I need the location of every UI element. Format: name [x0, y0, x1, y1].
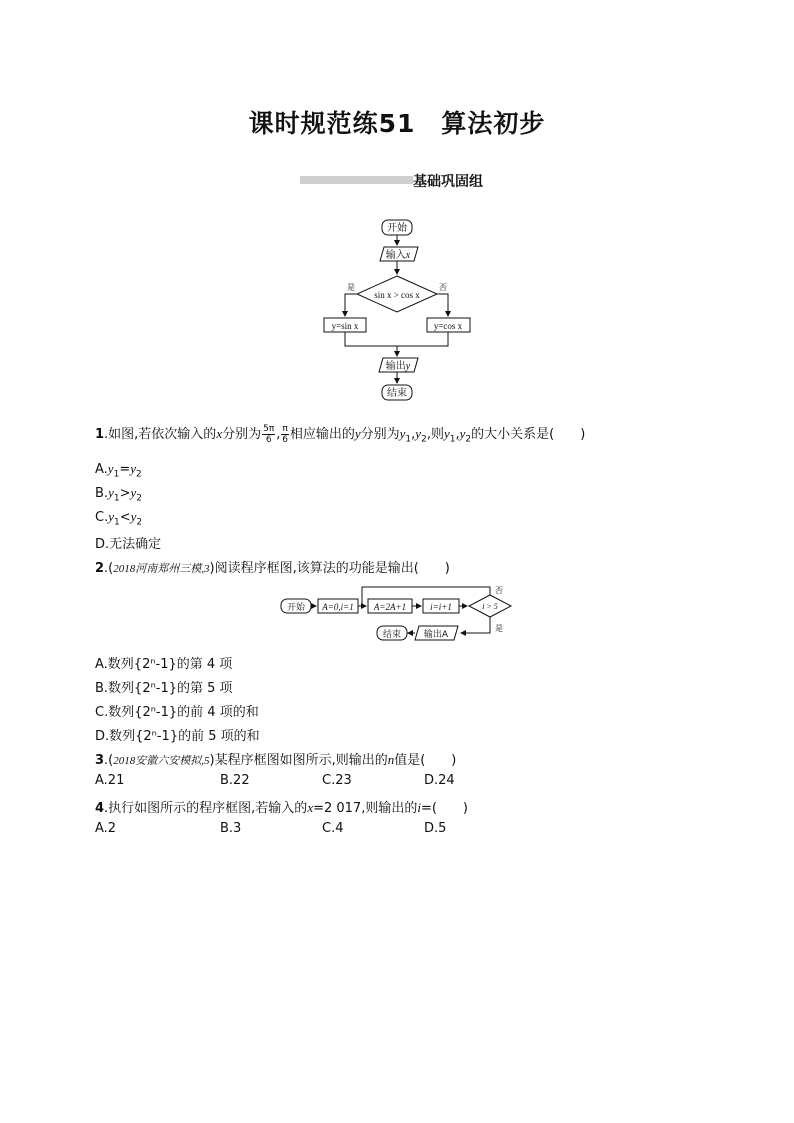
q2-option-b: B.数列{2ⁿ-1}的第 5 项	[95, 681, 233, 696]
q1-p1: .如图,若依次输入的	[104, 427, 217, 442]
flowchart-2	[278, 582, 518, 644]
fc2-end: 结束	[382, 630, 402, 640]
q1-option-a: $A.y_1=y_2$	[95, 461, 142, 480]
fc1-cond: sin x > cos x	[374, 290, 420, 300]
fc2-no: 否	[495, 586, 503, 595]
fc2-output: 输出A	[423, 630, 449, 640]
q4-option-b: B.3	[220, 821, 242, 836]
svg-text:输入x	[386, 248, 411, 261]
fc2-start: 开始	[286, 603, 306, 613]
section-bar	[300, 176, 413, 184]
fc1-yes: 是	[347, 283, 355, 292]
q1-p3: 相应输出的	[289, 427, 355, 442]
q1-p4: 分别为	[360, 427, 400, 442]
fc2-inc: i=i+1	[430, 602, 452, 612]
q1-p6: 的大小关系是( )	[471, 427, 586, 442]
svg-text:输出y	[386, 359, 411, 372]
q2-option-d: D.数列{2ⁿ-1}的前 5 项的和	[95, 729, 260, 744]
q3-option-b: B.22	[220, 773, 250, 788]
q4-option-c: C.4	[322, 821, 344, 836]
q1-option-c: $C.y_1<y_2$	[95, 509, 143, 528]
fc1-left: y=sin x	[331, 321, 359, 331]
q3-option-d: D.24	[424, 773, 455, 788]
q2-num: 2	[95, 561, 105, 576]
q1-option-b: $B.y_1>y_2$	[95, 485, 142, 504]
q1-p2: 分别为	[222, 427, 262, 442]
q4-option-d: D.5	[424, 821, 447, 836]
q1-y: y	[354, 426, 361, 441]
q3-option-c: C.23	[322, 773, 352, 788]
q4-num: 4	[95, 801, 105, 816]
fc2-yes: 是	[495, 624, 503, 633]
fc1-output-var: y	[405, 361, 411, 372]
q3-stem: 3.(2018安徽六安模拟,5)某程序框图如图所示,则输出的n值是( )	[95, 752, 457, 768]
fc1-input: 输入	[385, 250, 406, 261]
q1-frac-2: $\frac{\pi}{6}$	[282, 424, 288, 445]
q3-option-a: A.21	[95, 773, 125, 788]
q1-frac-1: $\frac{5\pi}{6}$	[263, 424, 275, 445]
flowchart-1	[310, 215, 485, 405]
q1-num: 1	[95, 427, 105, 442]
q3-num: 3	[95, 753, 105, 768]
fc1-start: 开始	[387, 223, 407, 234]
fc1-input-var: x	[405, 250, 411, 261]
q1-comma: ,	[276, 427, 281, 442]
section-title: 基础巩固组	[413, 174, 483, 190]
q4-stem: 4.执行如图所示的程序框图,若输入的x=2 017,则输出的i=( )	[95, 800, 469, 816]
q1-p5: ,则	[426, 427, 444, 442]
page-title: 课时规范练51 算法初步	[248, 109, 546, 138]
q1-x: x	[216, 426, 223, 441]
fc1-end: 结束	[387, 388, 407, 399]
fc1-output: 输出	[385, 361, 406, 372]
fc2-update: A=2A+1	[373, 602, 407, 612]
fc2-cond: i > 5	[482, 602, 498, 611]
q1-stem: 1.如图,若依次输入的x分别为 $\frac{5\pi}{6}$ , $\frac{\pi}{6}$ 相应输出的y分别为$y_1,y_2$,则$y_1,y_2$的大小关系是( )	[95, 424, 586, 445]
q2-source: 2018河南郑州三模,3	[113, 563, 210, 575]
q1-option-d: D.无法确定	[95, 537, 162, 552]
q3-source: 2018安徽六安模拟,5	[113, 755, 210, 767]
fc1-no: 否	[439, 283, 447, 292]
q2-option-c: C.数列{2ⁿ-1}的前 4 项的和	[95, 705, 259, 720]
fc1-right: y=cos x	[433, 321, 463, 331]
q2-option-a: A.数列{2ⁿ-1}的第 4 项	[95, 657, 233, 672]
fc2-init: A=0,i=1	[322, 602, 354, 612]
q4-option-a: A.2	[95, 821, 117, 836]
q2-stem: 2.(2018河南郑州三模,3)阅读程序框图,该算法的功能是输出( )	[95, 561, 450, 576]
